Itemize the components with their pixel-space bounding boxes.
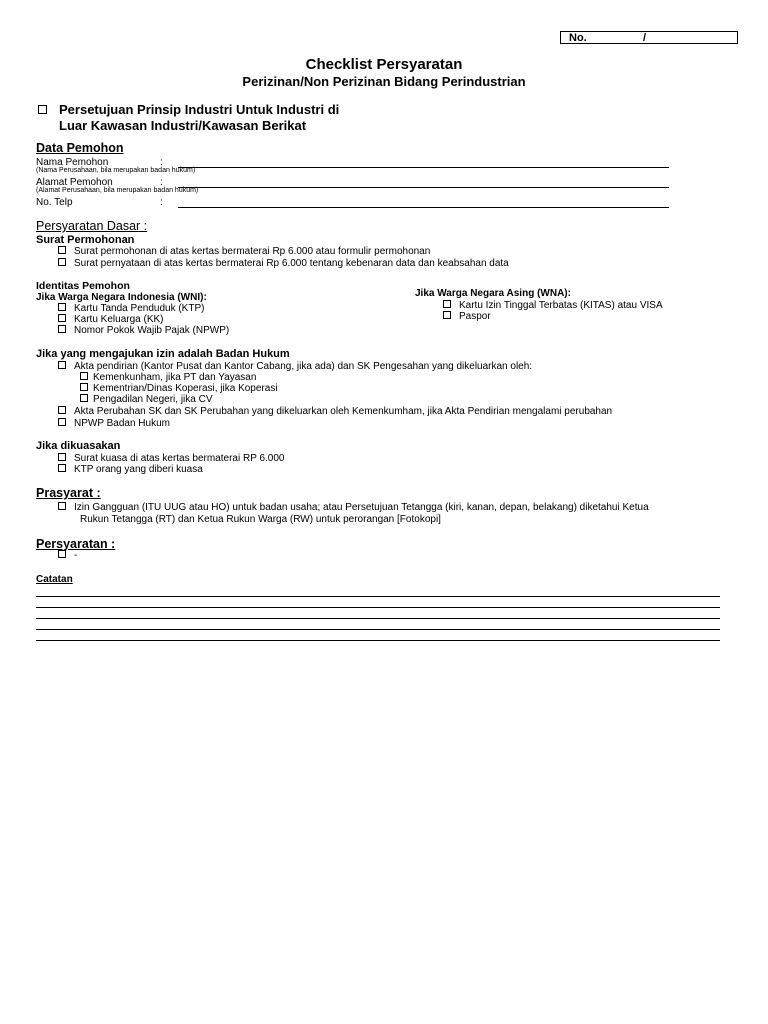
checklist-item: Akta pendirian (Kantor Pusat dan Kantor Cabang, jika ada) dan SK Pengesahan yang dikeluarkan oleh: (58, 361, 532, 372)
checklist-item: Kartu Izin Tinggal Terbatas (KITAS) atau VISA (443, 300, 663, 311)
wni-heading: Jika Warga Negara Indonesia (WNI): (36, 292, 207, 303)
checkbox-icon[interactable] (80, 383, 88, 391)
checklist-item: Kartu Keluarga (KK) (58, 314, 164, 325)
checklist-item-continuation: Rukun Tetangga (RT) dan Ketua Rukun Warga (RW) untuk perorangan [Fotokopi] (80, 514, 441, 525)
checklist-item: Surat kuasa di atas kertas bermaterai RP 6.000 (58, 453, 284, 464)
checklist-subitem: Kementrian/Dinas Koperasi, jika Koperasi (80, 383, 278, 394)
checkbox-icon[interactable] (58, 361, 66, 369)
alamat-pemohon-note: (Alamat Perusahaan, bila merupakan badan hukum) (36, 187, 199, 194)
checkbox-icon[interactable] (38, 105, 47, 114)
nama-pemohon-note: (Nama Perusahaan, bila merupakan badan hukum) (36, 167, 196, 174)
persyaratan-heading: Persyaratan : (36, 537, 116, 551)
nama-pemohon-line[interactable] (178, 167, 669, 168)
checklist-item: KTP orang yang diberi kuasa (58, 464, 203, 475)
checkbox-icon[interactable] (58, 550, 66, 558)
checkbox-icon[interactable] (58, 406, 66, 414)
surat-permohonan-heading: Surat Permohonan (36, 234, 135, 246)
colon: : (160, 177, 163, 188)
checklist-item: Nomor Pokok Wajib Pajak (NPWP) (58, 325, 229, 336)
colon: : (160, 157, 163, 168)
checklist-item: Izin Gangguan (ITU UUG atau HO) untuk badan usaha; atau Persetujuan Tetangga (kiri, kanan, depan, belakang) diketahui Ketua (58, 502, 649, 513)
permit-type (38, 102, 339, 134)
checkbox-icon[interactable] (58, 502, 66, 510)
checkbox-icon[interactable] (80, 372, 88, 380)
checklist-item: Kartu Tanda Penduduk (KTP) (58, 303, 204, 314)
page-subtitle: Perizinan/Non Perizinan Bidang Perindustrian (242, 74, 526, 89)
checklist-item: Akta Perubahan SK dan SK Perubahan yang dikeluarkan oleh Kemenkumham, jika Akta Pendirian mengalami perubahan (58, 406, 612, 417)
checkbox-icon[interactable] (58, 303, 66, 311)
checkbox-icon[interactable] (58, 246, 66, 254)
catatan-heading: Catatan (36, 574, 73, 585)
no-telp-line[interactable] (178, 207, 669, 208)
catatan-line[interactable] (36, 618, 720, 619)
checkbox-icon[interactable] (58, 453, 66, 461)
data-pemohon-heading: Data Pemohon (36, 141, 124, 155)
permit-type-line2: Luar Kawasan Industri/Kawasan Berikat (59, 118, 307, 133)
colon: : (160, 197, 163, 208)
checkbox-icon[interactable] (58, 464, 66, 472)
permit-type-line1: Persetujuan Prinsip Industri Untuk Industri di (59, 102, 340, 117)
no-telp-label: No. Telp (36, 197, 73, 208)
checkbox-icon[interactable] (443, 300, 451, 308)
identitas-pemohon-heading: Identitas Pemohon (36, 280, 130, 292)
prasyarat-heading: Prasyarat : (36, 486, 101, 500)
checklist-subitem: Pengadilan Negeri, jika CV (80, 394, 213, 405)
persyaratan-dasar-heading: Persyaratan Dasar : (36, 219, 148, 233)
document-number-label: No. (569, 32, 587, 44)
document-number-box (560, 31, 738, 44)
catatan-line[interactable] (36, 640, 720, 641)
checklist-item: - (58, 550, 77, 561)
page-title: Checklist Persyaratan (305, 56, 463, 73)
kuasa-heading: Jika dikuasakan (36, 440, 121, 452)
document-number-separator: / (643, 32, 647, 44)
badan-hukum-heading: Jika yang mengajukan izin adalah Badan Hukum (36, 348, 290, 360)
checkbox-icon[interactable] (58, 314, 66, 322)
nama-pemohon-label: Nama Pemohon (36, 157, 109, 168)
checkbox-icon[interactable] (80, 394, 88, 402)
catatan-line[interactable] (36, 596, 720, 597)
checkbox-icon[interactable] (443, 311, 451, 319)
alamat-pemohon-line[interactable] (178, 187, 669, 188)
checklist-item: Surat pernyataan di atas kertas bermaterai Rp 6.000 tentang kebenaran data dan keabsahan data (58, 258, 509, 269)
catatan-line[interactable] (36, 629, 720, 630)
checkbox-icon[interactable] (58, 258, 66, 266)
checkbox-icon[interactable] (58, 325, 66, 333)
checklist-item: NPWP Badan Hukum (58, 418, 170, 429)
alamat-pemohon-label: Alamat Pemohon (36, 177, 113, 188)
checklist-subitem: Kemenkunham, jika PT dan Yayasan (80, 372, 256, 383)
wna-heading: Jika Warga Negara Asing (WNA): (415, 288, 571, 299)
checklist-item: Surat permohonan di atas kertas bermaterai Rp 6.000 atau formulir permohonan (58, 246, 430, 257)
checkbox-icon[interactable] (58, 418, 66, 426)
catatan-line[interactable] (36, 607, 720, 608)
checklist-item: Paspor (443, 311, 491, 322)
